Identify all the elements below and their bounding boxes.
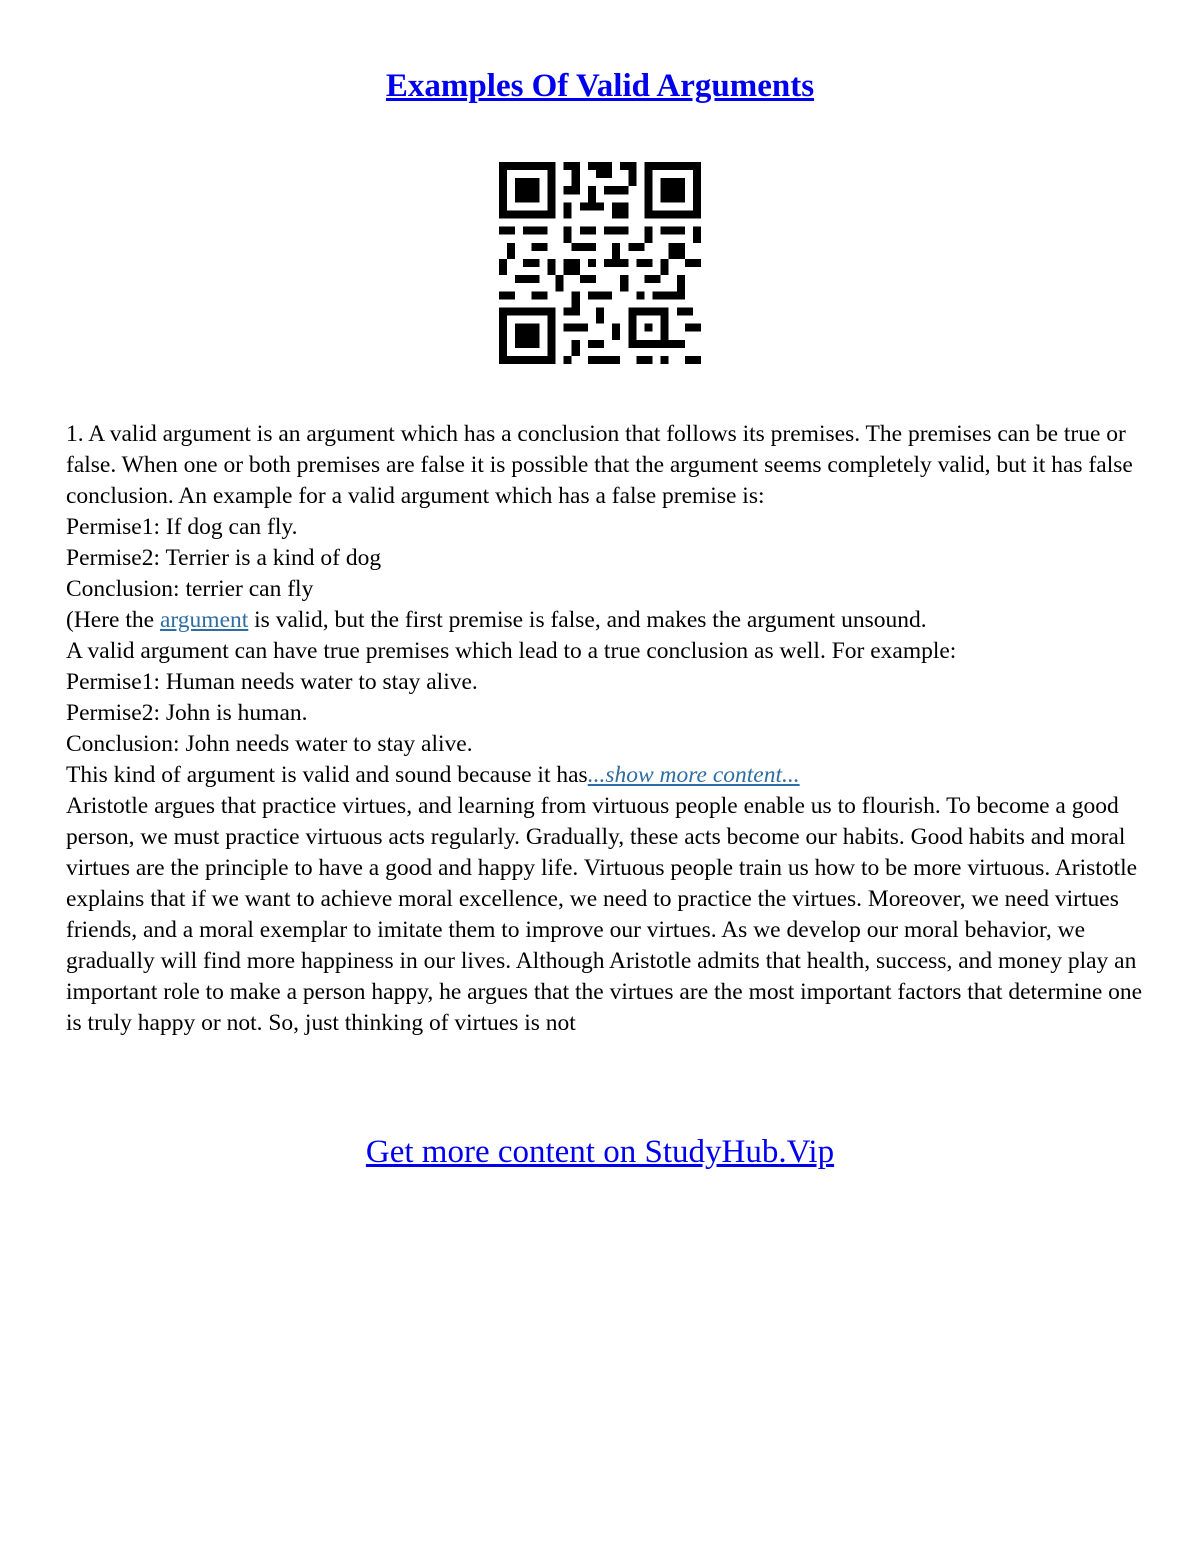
example-intro-line: A valid argument can have true premises which lead to a true conclusion as well. For example: (66, 638, 957, 664)
title-link[interactable]: Examples Of Valid Arguments (385, 68, 815, 104)
cta-section (0, 1130, 1200, 1174)
premise-line-4: Permise2: John is human. (66, 700, 308, 726)
premise-line-2: Permise2: Terrier is a kind of dog (66, 545, 382, 571)
intro-paragraph: 1. A valid argument is an argument which has a conclusion that follows its premises. The premises can be true or false. When one or both premises are false it is possible that the argument seems completely valid, but it has false conclusion. An example for a valid argument which has a false premise is: (66, 421, 1133, 509)
truncated-text: This kind of argument is valid and sound because it has (66, 762, 588, 788)
conclusion-line-2: Conclusion: John needs water to stay alive. (66, 731, 473, 757)
explanation-text-before: (Here the (66, 607, 160, 633)
premise-line-3: Permise1: Human needs water to stay alive. (66, 669, 478, 695)
argument-link[interactable]: argument (159, 607, 249, 633)
explanation-line (66, 605, 1146, 636)
premise-line-1: Permise1: If dog can fly. (66, 514, 298, 540)
aristotle-paragraph: Aristotle argues that practice virtues, and learning from virtuous people enable us to flourish. To become a good person, we must practice virtuous acts regularly. Gradually, these acts become our habits. Good habits and moral virtues are the principle to have a good and happy life. Virtuous people train us how to be more virtuous. Aristotle explains that if we want to achieve moral excellence, we need to practice the virtues. Moreover, we need virtues friends, and a moral exemplar to imitate them to improve our virtues. As we develop our moral behavior, we gradually will find more happiness in our lives. Although Aristotle admits that health, success, and money play an important role to make a person happy, he argues that the virtues are the most important factors that determine one is truly happy or not. So, just thinking of virtues is not (66, 793, 1143, 1036)
truncated-line (66, 760, 1146, 791)
conclusion-line-1: Conclusion: terrier can fly (66, 576, 314, 602)
article-body (66, 419, 1146, 1039)
explanation-text-after: is valid, but the first premise is false, and makes the argument unsound. (248, 607, 927, 633)
studyhub-link[interactable]: Get more content on StudyHub.Vip (365, 1134, 835, 1170)
qr-code (499, 162, 701, 364)
page-title (0, 64, 1200, 108)
show-more-link[interactable]: ...show more content... (587, 762, 800, 788)
